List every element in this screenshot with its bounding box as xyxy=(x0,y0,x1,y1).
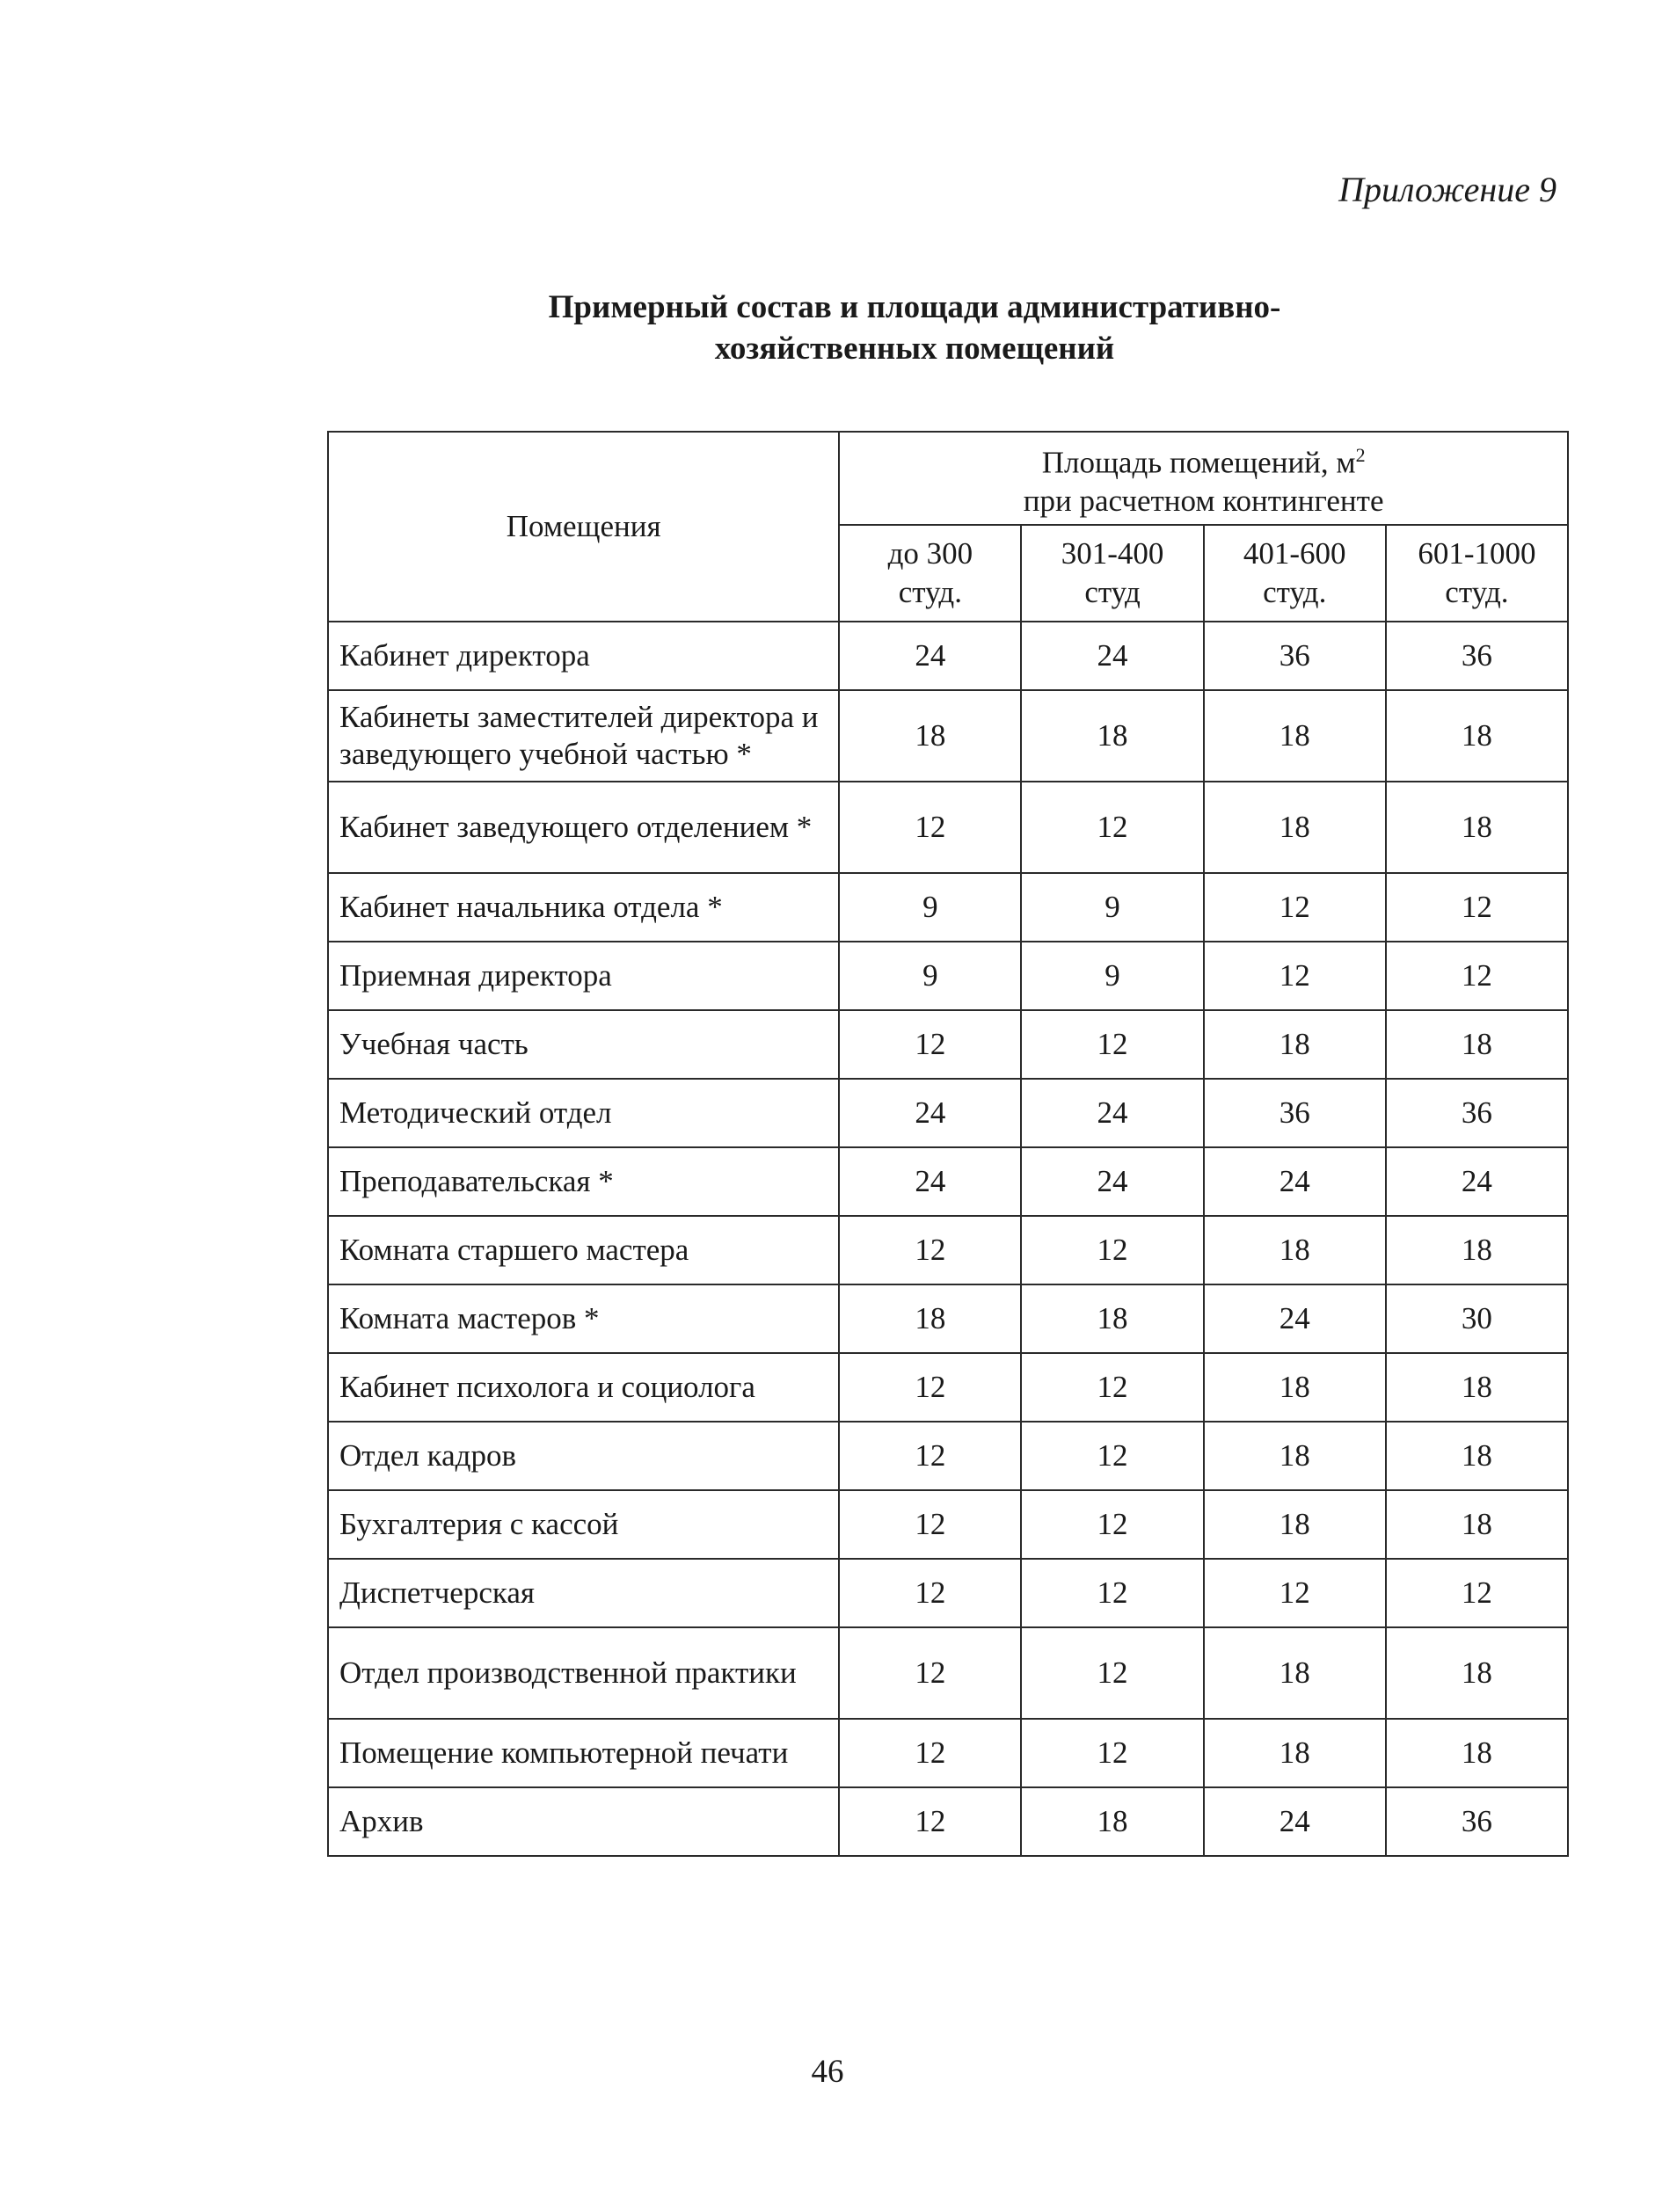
area-value-cell: 9 xyxy=(1021,942,1203,1010)
area-value-cell: 12 xyxy=(839,1422,1021,1490)
table-row xyxy=(328,1147,1568,1216)
area-value-cell: 12 xyxy=(1021,1010,1203,1079)
area-value-cell: 12 xyxy=(839,1490,1021,1559)
area-value-cell: 18 xyxy=(1204,782,1386,873)
area-value-cell: 18 xyxy=(1386,1490,1568,1559)
area-value-cell: 12 xyxy=(1386,1559,1568,1627)
table-row xyxy=(328,942,1568,1010)
area-value-cell: 12 xyxy=(1021,1422,1203,1490)
area-value-cell: 18 xyxy=(1204,690,1386,782)
room-name-cell: Диспетчерская xyxy=(328,1559,839,1627)
area-value-cell: 12 xyxy=(1021,1353,1203,1422)
header-col-4: 601-1000 студ. xyxy=(1386,525,1568,622)
header-col-3: 401-600 студ. xyxy=(1204,525,1386,622)
area-value-cell: 18 xyxy=(1204,1490,1386,1559)
table-row xyxy=(328,622,1568,690)
area-value-cell: 12 xyxy=(1204,873,1386,942)
rooms-area-table xyxy=(327,431,1569,1857)
header-area-sup: 2 xyxy=(1355,443,1366,466)
area-value-cell: 18 xyxy=(839,690,1021,782)
area-value-cell: 12 xyxy=(1021,1216,1203,1284)
header-rooms: Помещения xyxy=(328,432,839,622)
table-body xyxy=(328,622,1568,1856)
area-value-cell: 18 xyxy=(1386,782,1568,873)
table-row xyxy=(328,782,1568,873)
table-row xyxy=(328,1490,1568,1559)
area-value-cell: 36 xyxy=(1386,622,1568,690)
room-name-cell: Методический отдел xyxy=(328,1079,839,1147)
area-value-cell: 24 xyxy=(1204,1147,1386,1216)
area-value-cell: 12 xyxy=(839,1353,1021,1422)
table-row xyxy=(328,690,1568,782)
room-name-cell: Отдел кадров xyxy=(328,1422,839,1490)
title-line-1: Примерный состав и площади административно- xyxy=(548,289,1281,325)
table-row xyxy=(328,1353,1568,1422)
table-row xyxy=(328,1627,1568,1719)
room-name-cell: Кабинет директора xyxy=(328,622,839,690)
header-area-line2: при расчетном контингенте xyxy=(1023,484,1384,519)
area-value-cell: 12 xyxy=(1021,782,1203,873)
area-value-cell: 36 xyxy=(1386,1787,1568,1856)
area-value-cell: 24 xyxy=(1021,622,1203,690)
area-value-cell: 18 xyxy=(1386,1627,1568,1719)
area-value-cell: 18 xyxy=(1386,1422,1568,1490)
area-value-cell: 36 xyxy=(1204,622,1386,690)
area-value-cell: 18 xyxy=(1204,1422,1386,1490)
area-value-cell: 18 xyxy=(1386,1216,1568,1284)
area-value-cell: 18 xyxy=(1386,690,1568,782)
room-name-cell: Кабинеты заместителей директора и заведующего учебной частью * xyxy=(328,690,839,782)
area-value-cell: 12 xyxy=(1021,1559,1203,1627)
appendix-label: Приложение 9 xyxy=(1338,170,1557,209)
area-value-cell: 12 xyxy=(839,1559,1021,1627)
table-row xyxy=(328,1010,1568,1079)
area-value-cell: 18 xyxy=(1021,1787,1203,1856)
room-name-cell: Комната старшего мастера xyxy=(328,1216,839,1284)
area-value-cell: 18 xyxy=(1204,1627,1386,1719)
room-name-cell: Бухгалтерия с кассой xyxy=(328,1490,839,1559)
area-value-cell: 12 xyxy=(1386,873,1568,942)
area-value-cell: 12 xyxy=(839,1627,1021,1719)
room-name-cell: Кабинет психолога и социолога xyxy=(328,1353,839,1422)
area-value-cell: 12 xyxy=(839,782,1021,873)
area-value-cell: 9 xyxy=(839,873,1021,942)
room-name-cell: Учебная часть xyxy=(328,1010,839,1079)
area-value-cell: 12 xyxy=(839,1719,1021,1787)
header-col-1: до 300 студ. xyxy=(839,525,1021,622)
area-value-cell: 9 xyxy=(839,942,1021,1010)
table-row xyxy=(328,1422,1568,1490)
area-value-cell: 12 xyxy=(839,1010,1021,1079)
area-value-cell: 12 xyxy=(1204,942,1386,1010)
area-value-cell: 24 xyxy=(839,1079,1021,1147)
area-value-cell: 12 xyxy=(839,1216,1021,1284)
header-area-line1: Площадь помещений, м xyxy=(1041,445,1356,480)
room-name-cell: Приемная директора xyxy=(328,942,839,1010)
room-name-cell: Кабинет начальника отдела * xyxy=(328,873,839,942)
room-name-cell: Комната мастеров * xyxy=(328,1284,839,1353)
area-value-cell: 24 xyxy=(1386,1147,1568,1216)
area-value-cell: 30 xyxy=(1386,1284,1568,1353)
area-value-cell: 24 xyxy=(839,1147,1021,1216)
area-value-cell: 18 xyxy=(1021,690,1203,782)
area-value-cell: 12 xyxy=(1386,942,1568,1010)
area-value-cell: 18 xyxy=(1386,1719,1568,1787)
area-value-cell: 18 xyxy=(839,1284,1021,1353)
area-value-cell: 18 xyxy=(1204,1719,1386,1787)
area-value-cell: 36 xyxy=(1386,1079,1568,1147)
area-value-cell: 36 xyxy=(1204,1079,1386,1147)
table-row xyxy=(328,1787,1568,1856)
area-value-cell: 12 xyxy=(1204,1559,1386,1627)
document-title xyxy=(492,287,1337,369)
table-row xyxy=(328,1719,1568,1787)
room-name-cell: Преподавательская * xyxy=(328,1147,839,1216)
room-name-cell: Помещение компьютерной печати xyxy=(328,1719,839,1787)
area-value-cell: 24 xyxy=(1021,1079,1203,1147)
area-value-cell: 18 xyxy=(1204,1353,1386,1422)
room-name-cell: Кабинет заведующего отделением * xyxy=(328,782,839,873)
header-col-2: 301-400 студ xyxy=(1021,525,1203,622)
table-row xyxy=(328,1216,1568,1284)
area-value-cell: 24 xyxy=(1021,1147,1203,1216)
area-value-cell: 24 xyxy=(1204,1787,1386,1856)
area-value-cell: 18 xyxy=(1386,1353,1568,1422)
area-value-cell: 12 xyxy=(1021,1490,1203,1559)
area-value-cell: 12 xyxy=(1021,1719,1203,1787)
table-row xyxy=(328,873,1568,942)
title-line-2: хозяйственных помещений xyxy=(714,331,1115,367)
area-value-cell: 24 xyxy=(839,622,1021,690)
area-value-cell: 12 xyxy=(1021,1627,1203,1719)
page-number: 46 xyxy=(811,2054,844,2090)
area-value-cell: 18 xyxy=(1021,1284,1203,1353)
area-value-cell: 18 xyxy=(1204,1010,1386,1079)
area-value-cell: 9 xyxy=(1021,873,1203,942)
table-row xyxy=(328,1559,1568,1627)
room-name-cell: Архив xyxy=(328,1787,839,1856)
area-value-cell: 18 xyxy=(1386,1010,1568,1079)
area-value-cell: 24 xyxy=(1204,1284,1386,1353)
area-value-cell: 18 xyxy=(1204,1216,1386,1284)
area-value-cell: 12 xyxy=(839,1787,1021,1856)
table-row xyxy=(328,1079,1568,1147)
table-row xyxy=(328,1284,1568,1353)
header-area xyxy=(839,432,1568,525)
room-name-cell: Отдел производственной практики xyxy=(328,1627,839,1719)
